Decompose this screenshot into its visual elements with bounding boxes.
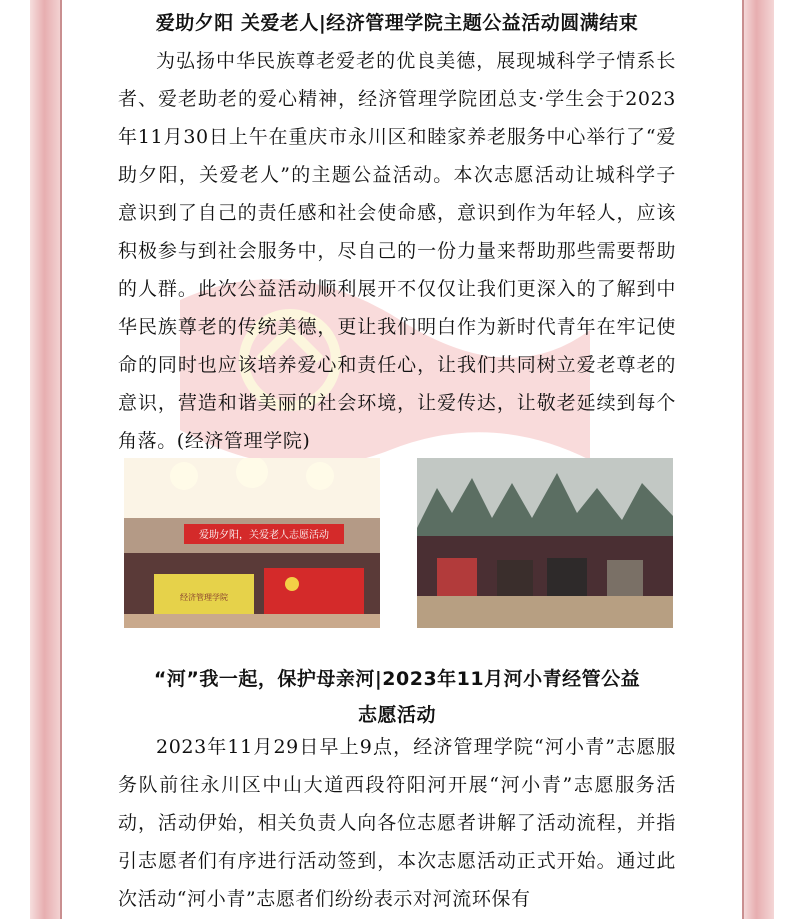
left-decorative-border	[30, 0, 62, 919]
banner-text: 爱助夕阳，关爱老人志愿活动	[199, 530, 329, 541]
article-2-title-line1: “河”我一起，保护母亲河|2023年11月河小青经管公益	[153, 668, 641, 690]
flag-text: 经济管理学院	[180, 593, 228, 602]
article-title: 爱助夕阳 关爱老人|经济管理学院主题公益活动圆满结束	[155, 12, 639, 34]
elders-volunteers-photo	[417, 458, 673, 628]
right-decorative-border	[742, 0, 774, 919]
event-group-photo	[124, 458, 380, 628]
article-body: 为弘扬中华民族尊老爱老的优良美德，展现城科学子情系长者、爱老助老的爱心精神，经济管理学院团总支·学生会于2023年11月30日上午在重庆市永川区和睦家养老服务中心举行了“爱助夕阳，关爱老人”的主题公益活动。本次志愿活动让城科学子意识到了自己的责任感和社会使命感，意识到作为年轻人，应该积极参与到社会服务中，尽自己的一份力量来帮助那些需要帮助的人群。此次公益活动顺利展开不仅仅让我们更深入的了解到中华民族尊老的传统美德，更让我们明白作为新时代青年在牢记使命的同时也应该培养爱心和责任心，让我们共同树立爱老尊老的意识，营造和谐美丽的社会环境，让爱传达，让敬老延续到每个角落。(经济管理学院)	[118, 50, 676, 452]
article-2-title-line2: 志愿活动	[357, 704, 436, 726]
article-2-body: 2023年11月29日早上9点，经济管理学院“河小青”志愿服务队前往永川区中山大道西段符阳河开展“河小青”志愿服务活动，活动伊始，相关负责人向各位志愿者讲解了活动流程，并指引志愿者们有序进行活动签到，本次志愿活动正式开始。通过此次活动“河小青”志愿者们纷纷表示对河流环保有	[118, 736, 676, 910]
